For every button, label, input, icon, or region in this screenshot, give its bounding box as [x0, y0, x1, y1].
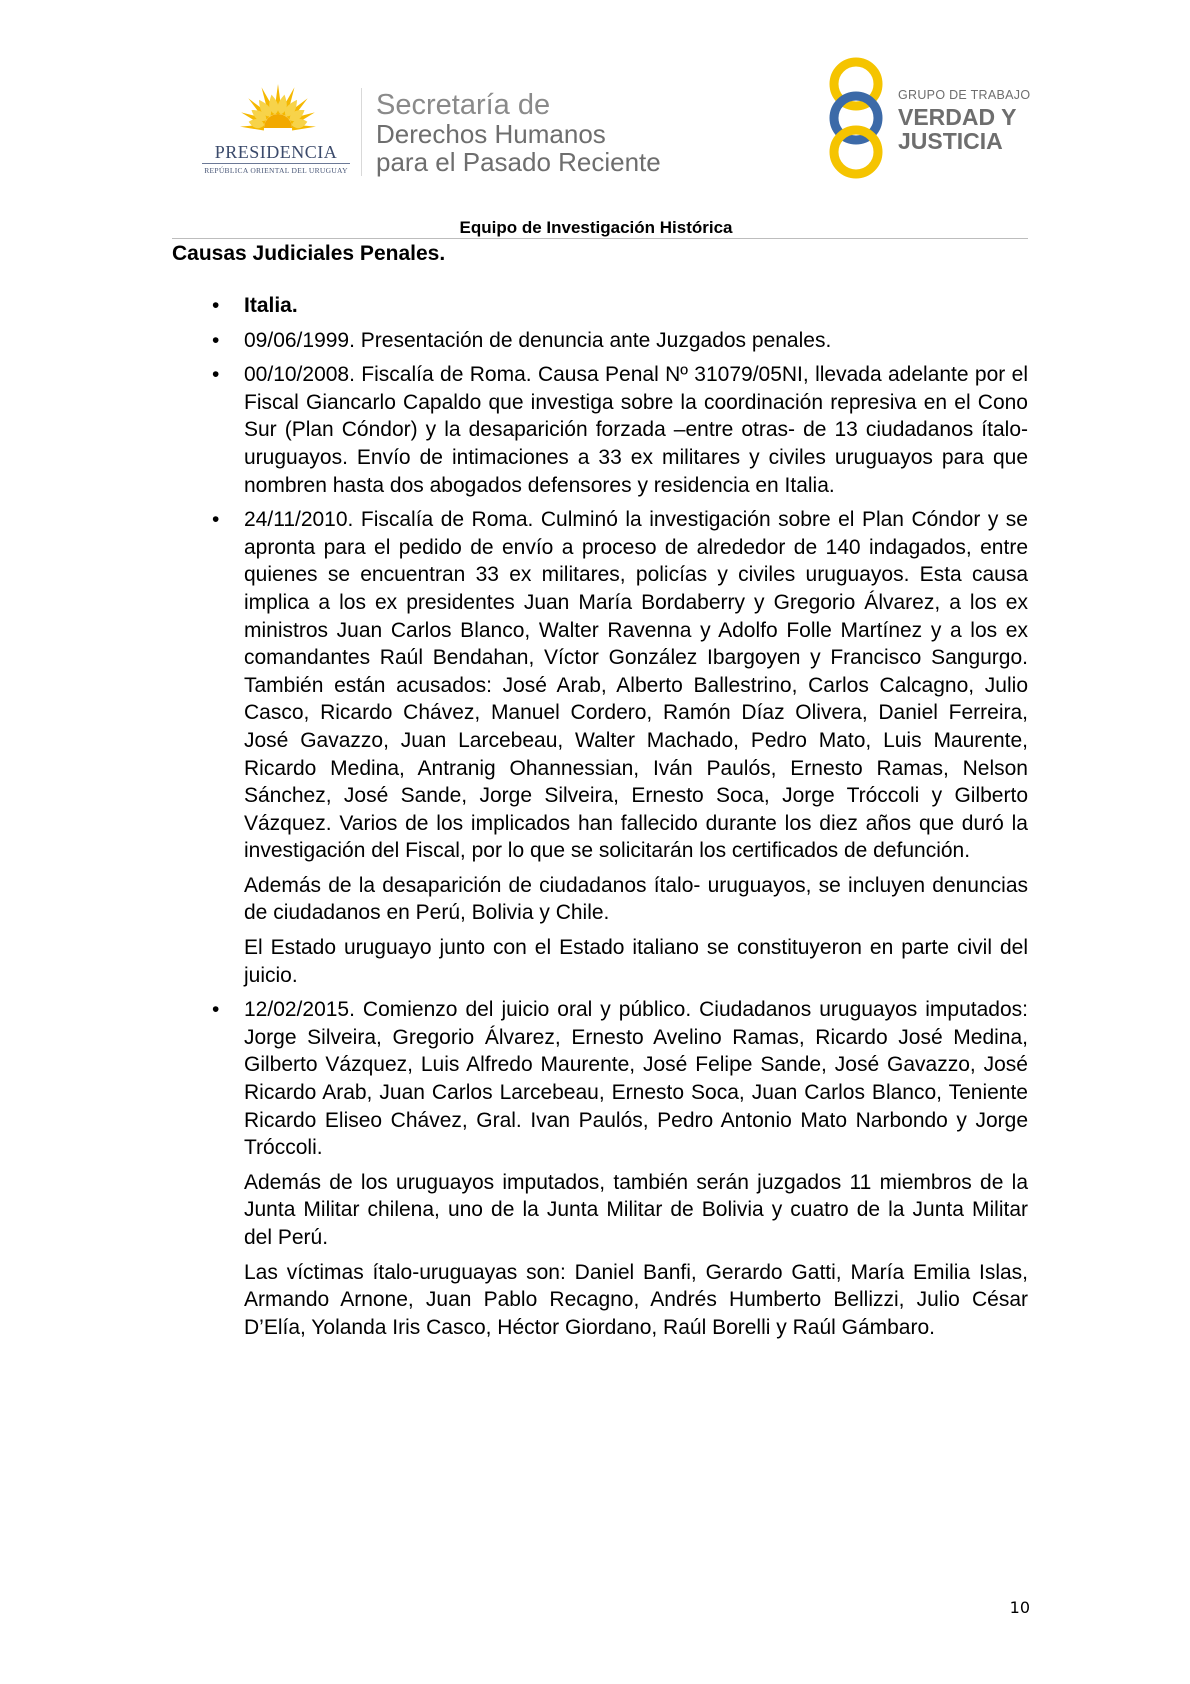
sun-emblem-icon — [238, 80, 318, 150]
list-item — [172, 292, 1028, 320]
item-paragraph: Las víctimas ítalo-uruguayas son: Daniel Banfi, Gerardo Gatti, María Emilia Islas, Armando Arnone, Juan Pablo Recagno, Andrés Humberto Bellizzi, Julio César D’Elía, Yolanda Iris Casco, Héctor Giordano, Raúl Borelli y Raúl Gámbaro. — [244, 1260, 1028, 1339]
secretaria-logo-text — [376, 90, 661, 176]
verdad-justicia-logo — [820, 56, 1030, 182]
secretaria-line-3: para el Pasado Reciente — [376, 147, 661, 177]
list-item — [172, 996, 1028, 1341]
bullet-icon: • — [212, 998, 220, 1022]
item-paragraph: 12/02/2015. Comienzo del juicio oral y público. Ciudadanos uruguayos imputados: Jorge Silveira, Gregorio Álvarez, Ernesto Avelino Ramas, Ricardo José Medina, Gilberto Vázquez, Luis Alfredo Maurente, José Felipe Sande, José Gavazzo, José Ricardo Arab, Juan Carlos Larcebeau, Ernesto Soca, Juan Carlos Blanco, Teniente Ricardo Eliseo Chávez, Gral. Ivan Paulós, Pedro Antonio Mato Narbondo y Jorge Tróccoli. — [244, 998, 1028, 1160]
section-title: Causas Judiciales Penales. — [172, 242, 446, 265]
item-paragraph: Además de los uruguayos imputados, también serán juzgados 11 miembros de la Junta Militar chilena, uno de la Junta Militar de Bolivia y cuatro de la Junta Militar del Perú. — [244, 1170, 1028, 1249]
page-number: 10 — [1009, 1598, 1030, 1617]
bullet-icon: • — [212, 328, 220, 352]
list-item — [172, 361, 1028, 499]
list-item — [172, 506, 1028, 989]
list-item — [172, 327, 1028, 355]
item-heading: Italia. — [244, 294, 298, 317]
presidencia-rule — [202, 163, 350, 164]
grupo-label: GRUPO DE TRABAJO — [898, 88, 1031, 102]
justicia-label: JUSTICIA — [898, 128, 1003, 154]
presidencia-logo — [196, 80, 356, 180]
item-paragraph: El Estado uruguayo junto con el Estado italiano se constituyeron en parte civil del juicio. — [244, 936, 1028, 987]
verdad-label: VERDAD Y — [898, 104, 1017, 130]
interlocking-rings-icon — [820, 56, 892, 182]
item-paragraph: 09/06/1999. Presentación de denuncia ante Juzgados penales. — [244, 328, 832, 352]
secretaria-line-2: Derechos Humanos — [376, 119, 606, 149]
presidencia-name: PRESIDENCIA — [214, 142, 338, 162]
bullet-icon: • — [212, 363, 220, 387]
item-paragraph: 24/11/2010. Fiscalía de Roma. Culminó la investigación sobre el Plan Cóndor y se apronta para el pedido de envío a proceso de alrededor de 140 indagados, entre quienes se encuentran 33 ex militares, policías y civiles uruguayos. Esta causa implica a los ex presidentes Juan María Bordaberry y Gregorio Álvarez, a los ex ministros Juan Carlos Blanco, Walter Ravenna y Adolfo Folle Martínez y a los ex comandantes Raúl Bendahan, Víctor González Ibargoyen y Francisco Sangurgo. También están acusados: José Arab, Alberto Ballestrino, Carlos Calcagno, Julio Casco, Ricardo Chávez, Manuel Cordero, Ramón Díaz Olivera, Daniel Ferreira, José Gavazzo, Juan Larcebeau, Walter Machado, Pedro Mato, Luis Maurente, Ricardo Medina, Antranig Ohannessian, Iván Paulós, Ernesto Ramas, Nelson Sánchez, José Sande, Jorge Silveira, Ernesto Soca, Jorge Tróccoli y Gilberto Vázquez. Varios de los implicados han fallecido durante los diez años que duró la investigación del Fiscal, por lo que se solicitarán los certificados de defunción. — [244, 508, 1028, 863]
header-separator — [361, 88, 362, 176]
item-paragraph: Además de la desaparición de ciudadanos ítalo- uruguayos, se incluyen denuncias de ciudadanos en Perú, Bolivia y Chile. — [244, 873, 1028, 925]
secretaria-line-1: Secretaría de — [376, 89, 551, 121]
document-body — [172, 292, 1028, 1348]
header-rule — [172, 238, 1028, 239]
team-title: Equipo de Investigación Histórica — [459, 218, 733, 237]
bullet-icon: • — [212, 508, 220, 532]
item-paragraph: 00/10/2008. Fiscalía de Roma. Causa Penal Nº 31079/05NI, llevada adelante por el Fiscal Giancarlo Capaldo que investiga sobre la coordinación represiva en el Cono Sur (Plan Cóndor) y la desaparición forzada –entre otras- de 13 ciudadanos ítalo-uruguayos. Envío de intimaciones a 33 ex militares y civiles uruguayos para que nombren hasta dos abogados defensores y residencia en Italia. — [244, 363, 1028, 497]
presidencia-subtitle: REPÚBLICA ORIENTAL DEL URUGUAY — [204, 166, 348, 175]
bullet-icon: • — [212, 294, 220, 317]
